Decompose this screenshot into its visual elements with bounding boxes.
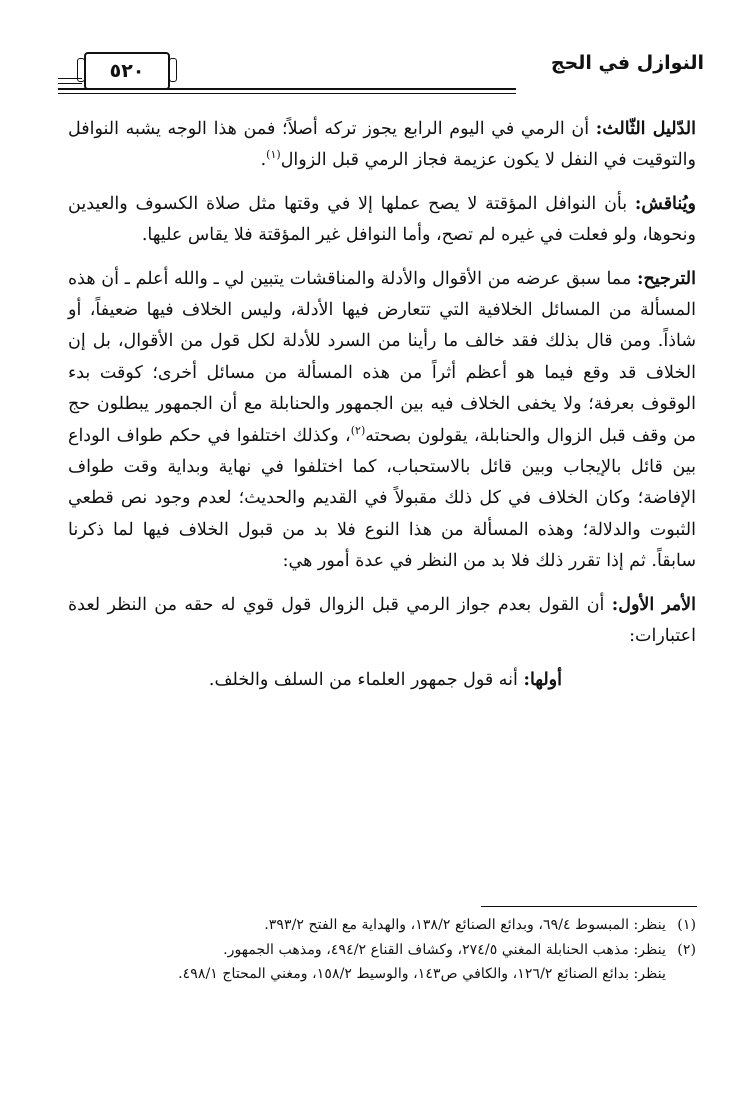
page-header — [58, 48, 704, 94]
paragraph-first-matter — [68, 590, 696, 653]
paragraph-text: أنه قول جمهور العلماء من السلف والخلف. — [208, 669, 524, 690]
footnote-continuation: ينظر: بدائع الصنائع ١٢٦/٢، والكافي ص١٤٣، والوسيط ١٥٨/٢، ومغني المحتاج ٤٩٨/١. — [178, 966, 666, 982]
footnotes — [68, 913, 696, 987]
paragraph-heading: الترجيح: — [637, 268, 696, 289]
footnote-text: ينظر: مذهب الحنابلة المغني ٢٧٤/٥، وكشاف القناع ٤٩٤/٢، ومذهب الجمهور. — [223, 941, 666, 958]
paragraph-heading: أولها: — [523, 669, 562, 690]
page-number-frame — [84, 52, 170, 90]
footnote-ref: (١) — [266, 148, 281, 162]
footnote-text: ينظر: المبسوط ٦٩/٤، وبدائع الصنائع ١٣٨/٢، والهداية مع الفتح ٣٩٣/٢. — [264, 917, 666, 933]
paragraph-text: بأن النوافل المؤقتة لا يصح عملها إلا في وقتها مثل صلاة الكسوف والعيدين ونحوها، ولو فعلت في غيره لم تصح، وأما النوافل غير المؤقتة فلا يقاس عليها. — [68, 193, 696, 246]
running-title: النوازل في الحج — [550, 52, 704, 74]
paragraph-tail: . — [260, 150, 267, 171]
paragraph-text: أن القول بعدم جواز الرمي قبل الزوال قول قوي له حقه من النظر لعدة اعتبارات: — [68, 594, 696, 647]
paragraph-preference — [68, 264, 696, 578]
header-rule-thin — [58, 93, 516, 94]
page-number: ٥٢٠ — [109, 60, 145, 82]
paragraph-heading: الأمر الأول: — [611, 594, 696, 615]
paragraph-discussion — [68, 189, 696, 252]
paragraph-tail: ، وكذلك اختلفوا في حكم طواف الوداع بين قائل بالإيجاب وبين قائل بالاستحباب، كما اختلفوا في نهاية وبداية وقت طواف الإفاضة؛ وكان الخلاف في كل ذلك مقبولاً في القديم والحديث؛ لعدم وجود نص قطعي الثبوت والدلالة؛ وهذه المسألة من هذا النوع فلا بد من قبول الخلاف فيها لما ذكرنا سابقاً. ثم إذا تقرر ذلك فلا بد من النظر في عدة أمور هي: — [68, 425, 696, 572]
paragraph-first-point — [68, 665, 696, 696]
footnote-item — [68, 938, 696, 963]
footnote-separator — [481, 906, 697, 907]
paragraph-third-evidence — [68, 114, 696, 177]
footnote-mark: (١) — [677, 917, 696, 933]
footnote-mark: (٢) — [677, 941, 696, 958]
paragraph-heading: ويُناقش: — [634, 193, 696, 214]
paragraph-text: أن الرمي في اليوم الرابع يجوز تركه أصلاً؛ فمن هذا الوجه يشبه النوافل والتوقيت في النفل لا يكون عزيمة فجاز الرمي قبل الزوال — [68, 119, 696, 171]
header-ornament-line — [58, 83, 82, 84]
footnote-ref: (٢) — [350, 423, 366, 437]
paragraph-text: مما سبق عرضه من الأقوال والأدلة والمناقشات يتبين لي ـ والله أعلم ـ أن هذه المسألة من المسائل الخلافية التي تتعارض فيها الأدلة، وليس الخلاف فيها ضعيفاً، أو شاذاً. ومن قال بذلك فقد خالف ما رأينا من السرد للأدلة لكل قول من الأقوال، بل إن الخلاف قد وقع فيما هو أعظم أثراً من هذه المسألة من مسائل أخرى؛ كوقت بدء الوقوف بعرفة؛ ولا يخفى الخلاف فيه بين الجمهور والحنابلة مع أن الجمهور يبطلون حج من وقف قبل الزوال والحنابلة، يقولون بصحته — [68, 268, 696, 446]
paragraph-heading: الدّليل الثّالث: — [595, 119, 696, 139]
main-text — [68, 114, 696, 708]
footnote-item — [68, 913, 696, 938]
